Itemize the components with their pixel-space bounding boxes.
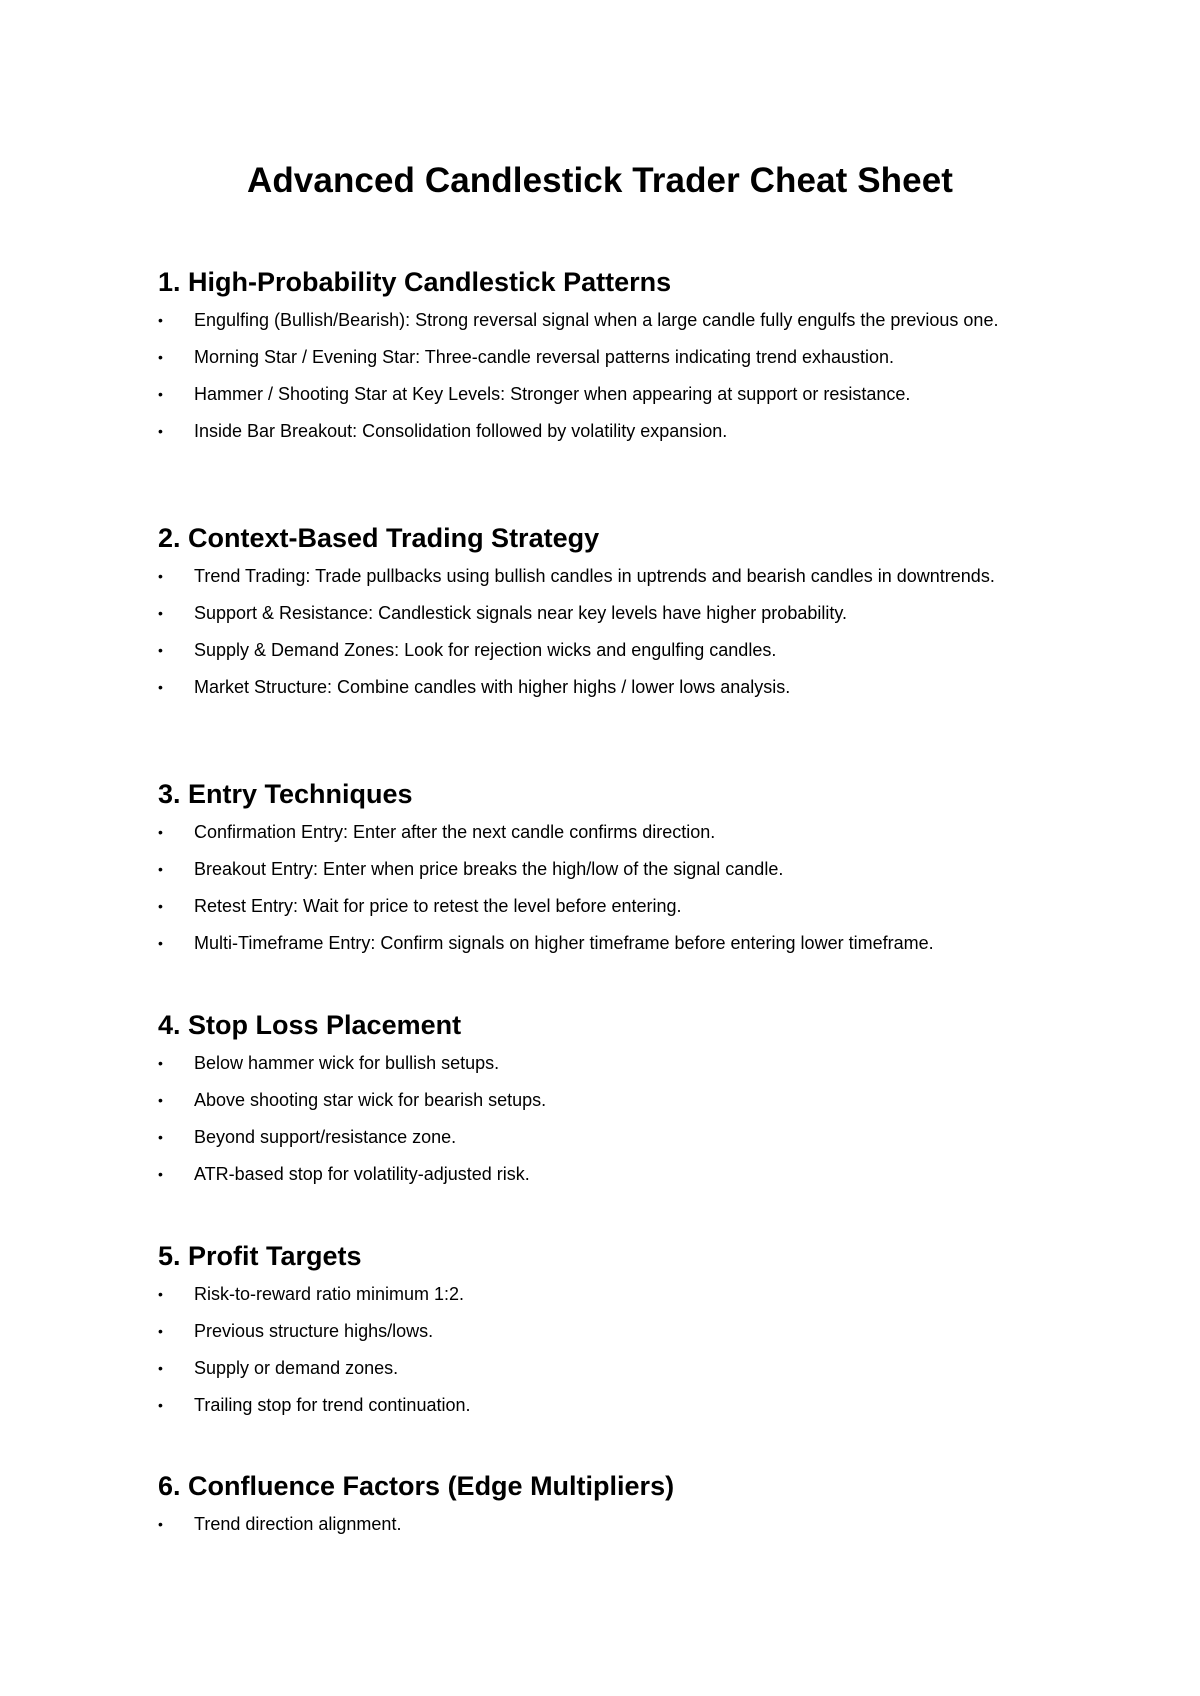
bullet-icon: • (158, 679, 163, 695)
section-profit-targets (158, 1238, 1058, 1430)
bullet-icon: • (158, 312, 163, 328)
list-item-text: Inside Bar Breakout: Consolidation followed by volatility expansion. (194, 421, 728, 441)
bullet-icon: • (158, 605, 163, 621)
bullet-icon: • (158, 935, 163, 951)
section-context-based-strategy (158, 520, 1058, 712)
list-item (158, 419, 1058, 444)
bullet-list (158, 308, 1058, 444)
list-item-text: Risk-to-reward ratio minimum 1:2. (194, 1284, 465, 1304)
list-item-text: Hammer / Shooting Star at Key Levels: Stronger when appearing at support or resistance. (194, 384, 911, 404)
section-high-probability-patterns (158, 264, 1058, 456)
list-item-text: Above shooting star wick for bearish setups. (194, 1090, 547, 1110)
bullet-icon: • (158, 1397, 163, 1413)
bullet-icon: • (158, 1516, 163, 1532)
section-heading: 6. Confluence Factors (Edge Multipliers) (158, 1471, 675, 1501)
section-heading: 1. High-Probability Candlestick Patterns (158, 267, 672, 297)
list-item-text: Engulfing (Bullish/Bearish): Strong reversal signal when a large candle fully engulfs the previous one. (194, 310, 999, 330)
list-item (158, 820, 1058, 845)
section-heading: 4. Stop Loss Placement (158, 1010, 462, 1040)
list-item-text: Trend Trading: Trade pullbacks using bullish candles in uptrends and bearish candles in downtrends. (194, 566, 995, 586)
bullet-icon: • (158, 1360, 163, 1376)
list-item-text: Supply & Demand Zones: Look for rejection wicks and engulfing candles. (194, 640, 777, 660)
bullet-icon: • (158, 568, 163, 584)
section-heading: 3. Entry Techniques (158, 779, 413, 809)
list-item (158, 894, 1058, 919)
list-item (158, 564, 1058, 589)
list-item-text: Support & Resistance: Candlestick signals near key levels have higher probability. (194, 603, 848, 623)
list-item-text: Breakout Entry: Enter when price breaks the high/low of the signal candle. (194, 859, 784, 879)
list-item (158, 638, 1058, 663)
section-entry-techniques (158, 776, 1058, 968)
bullet-icon: • (158, 642, 163, 658)
list-item-text: Supply or demand zones. (194, 1358, 399, 1378)
list-item (158, 1319, 1058, 1344)
list-item (158, 675, 1058, 700)
list-item-text: Morning Star / Evening Star: Three-candle reversal patterns indicating trend exhaustion. (194, 347, 895, 367)
list-item (158, 1356, 1058, 1381)
list-item (158, 1393, 1058, 1418)
list-item (158, 345, 1058, 370)
list-item (158, 601, 1058, 626)
list-item (158, 1051, 1058, 1076)
list-item-text: Trend direction alignment. (194, 1514, 402, 1534)
bullet-list (158, 1282, 1058, 1418)
bullet-icon: • (158, 1323, 163, 1339)
list-item (158, 1162, 1058, 1187)
section-heading: 5. Profit Targets (158, 1241, 362, 1271)
list-item (158, 1125, 1058, 1150)
section-stop-loss-placement (158, 1007, 1058, 1199)
bullet-icon: • (158, 824, 163, 840)
bullet-icon: • (158, 423, 163, 439)
list-item (158, 931, 1058, 956)
list-item-text: Previous structure highs/lows. (194, 1321, 434, 1341)
bullet-icon: • (158, 898, 163, 914)
list-item-text: Beyond support/resistance zone. (194, 1127, 457, 1147)
list-item-text: Multi-Timeframe Entry: Confirm signals on higher timeframe before entering lower timeframe. (194, 933, 934, 953)
bullet-list (158, 1512, 1058, 1537)
bullet-icon: • (158, 1092, 163, 1108)
document-title: Advanced Candlestick Trader Cheat Sheet (246, 161, 954, 200)
list-item (158, 1088, 1058, 1113)
section-heading: 2. Context-Based Trading Strategy (158, 523, 600, 553)
list-item (158, 308, 1058, 333)
bullet-list (158, 820, 1058, 956)
bullet-icon: • (158, 386, 163, 402)
list-item-text: Market Structure: Combine candles with higher highs / lower lows analysis. (194, 677, 791, 697)
bullet-list (158, 1051, 1058, 1187)
bullet-icon: • (158, 349, 163, 365)
bullet-icon: • (158, 1129, 163, 1145)
list-item (158, 857, 1058, 882)
bullet-list (158, 564, 1058, 700)
list-item-text: Confirmation Entry: Enter after the next candle confirms direction. (194, 822, 716, 842)
list-item-text: Below hammer wick for bullish setups. (194, 1053, 500, 1073)
list-item (158, 1512, 1058, 1537)
bullet-icon: • (158, 1166, 163, 1182)
list-item (158, 1282, 1058, 1307)
bullet-icon: • (158, 861, 163, 877)
list-item-text: Trailing stop for trend continuation. (194, 1395, 471, 1415)
section-confluence-factors (158, 1468, 1058, 1549)
bullet-icon: • (158, 1286, 163, 1302)
bullet-icon: • (158, 1055, 163, 1071)
list-item (158, 382, 1058, 407)
list-item-text: ATR-based stop for volatility-adjusted risk. (194, 1164, 530, 1184)
list-item-text: Retest Entry: Wait for price to retest the level before entering. (194, 896, 682, 916)
